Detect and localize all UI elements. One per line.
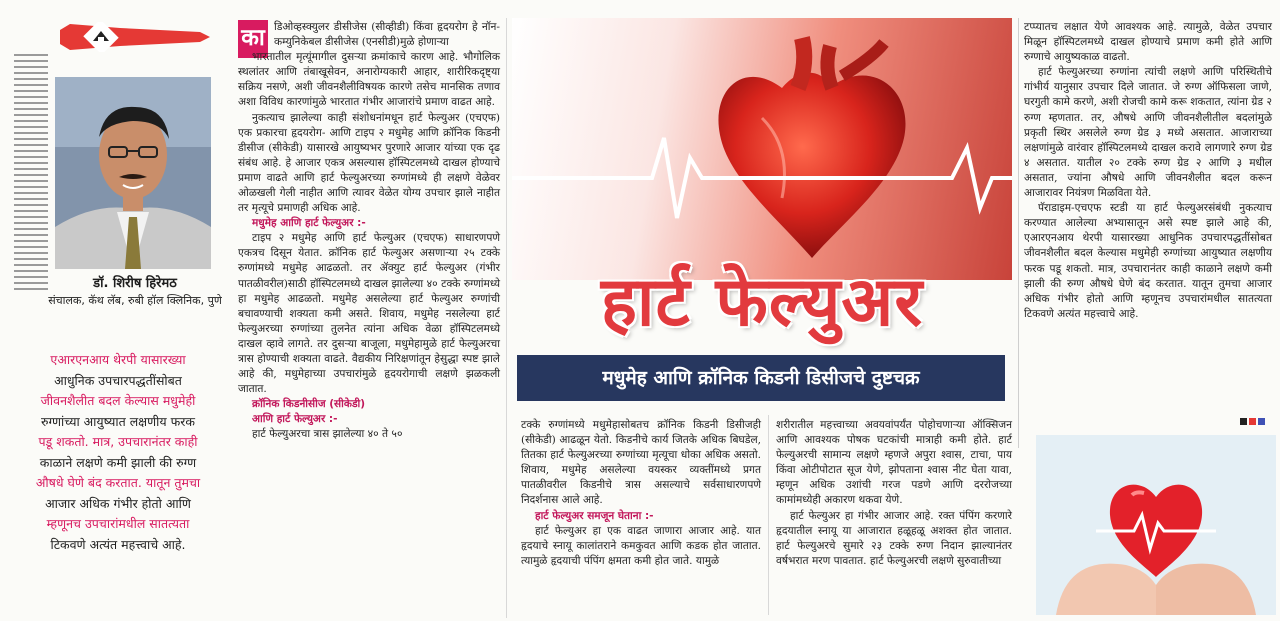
paragraph: हार्ट फेल्युअर हा गंभीर आजार आहे. रक्त पंपिंग करणारे हृदयातील स्नायू या आजारात हळूहळू अशक्त होत जातात. हार्ट फेल्युअरचे सुमारे २३ टक्के रुग्ण निदान झाल्यानंतर वर्षभरात मरण पावतात. हार्ट फेल्युअरची लक्षणे सुरुवातीच्या [776,509,1012,567]
paragraph: पॅराडाइम-एचएफ स्टडी या हार्ट फेल्युअरसंबंधी नुकत्याच करण्यात आलेल्या अभ्यासातून असे स्पष्ट झाले आहे की, एआरएनआय थेरपी यासारख्या आधुनिक उपचारपद्धतींसोबत जीवनशैलीत बदल केल्यास मधुमेही रुग्णांच्या आयुष्यात लक्षणीय फरक पडू शकतो. मात्र, उपचारानंतर काही काळाने लक्षणे कमी झाली की रुग्ण औषधे घेणे बंद करतात. यातून तुमचा आजार अधिक गंभीर होतो आणि म्हणूनच उपचारांमधील सातत्यता टिकवणे अत्यंत महत्त्वाचे आहे. [1024,202,1272,320]
pull-quote-line: पडू शकतो. मात्र, उपचारानंतर काही [38,434,198,449]
paragraph: हार्ट फेल्युअरचा त्रास झालेल्या ४० ते ५० [252,428,403,441]
subheading: आणि हार्ट फेल्युअर :- [252,413,338,426]
subheading: हार्ट फेल्युअर समजून घेताना :- [535,509,654,522]
author-name: डॉ. शिरीष हिरेमठ [93,276,177,291]
headline-subtitle: मधुमेह आणि क्रॉनिक किडनी डिसीजचे दुष्टचक्र [517,355,1005,401]
column-divider [1018,18,1019,448]
author-photo [55,77,211,269]
article-column-2 [521,418,761,569]
drop-cap: का [238,20,268,58]
pull-quote-line: काळाने लक्षणे कमी झाली की रुग्ण [39,454,197,470]
author-designation: संचालक, कॅथ लॅब, रुबी हॉल क्लिनिक, पुणे [48,294,222,307]
heart-illustration-icon [512,18,1012,280]
pull-quote-line: औषधे घेणे बंद करतात. यातून तुमचा [35,475,201,490]
article-column-1 [238,20,500,442]
article-column-4 [1024,20,1272,322]
pull-quote-line: आजार अधिक गंभीर होतो आणि [45,495,191,511]
decorative-stripes [14,54,48,294]
subheading: मधुमेह आणि हार्ट फेल्युअर :- [252,217,366,230]
subheading: क्रॉनिक किडनीसीज (सीकेडी) [252,398,366,411]
paragraph: भारतातील मृत्यूंमागील दुसऱ्या क्रमांकाचे कारण आहे. भौगोलिक स्थलांतर आणि तंबाखूसेवन, अनारोग्यकारी आहार, शारीरिकदृष्ट्या सक्रिय नसणे, अशी जीवनशैलीविषयक कारणे तसेच मानसिक तणाव अशा विविध कारणांमुळे भारतात गंभीर आजारांचे प्रमाण वाढत आहे. [238,51,500,109]
paragraph: हार्ट फेल्युअर हा एक वाढत जाणारा आजार आहे. यात हृदयाचे स्नायू कालांतराने कमकुवत आणि कडक होत जातात. त्यामुळे हृदयाची पंपिंग क्षमता कमी होत जाते. यामुळे [521,524,761,567]
column-divider [768,415,769,615]
pull-quote-line: रुग्णांच्या आयुष्यात लक्षणीय फरक [40,413,195,429]
heart-in-hands-icon [1036,435,1276,615]
article-column-3 [776,418,1012,569]
paragraph: शरीरातील महत्त्वाच्या अवयवांपर्यंत पोहोचणाऱ्या ऑक्सिजन आणि आवश्यक पोषक घटकांची मात्राही कमी होते. हार्ट फेल्युअरची सामान्य लक्षणे म्हणजे अपुरा श्वास, टाचा, पाय किंवा ओटीपोटात सूज येणे, झोपताना श्वास नीट घेता यावा, म्हणून अधिक उशांची गरज पडणे आणि दररोजच्या कामांमध्येही अकारण थकवा येणे. [776,419,1012,507]
paragraph: डिओव्हस्क्युलर डीसीजेस (सीव्हीडी) किंवा हृदयरोग हे नॉन-कम्युनिकेबल डीसीजेस (एनसीडी)मुळे होणाऱ्या [274,21,500,49]
paragraph: टाइप २ मधुमेह आणि हार्ट फेल्युअर (एचएफ) साधारणपणे एकत्रच दिसून येतात. क्रॉनिक हार्ट फेल्युअर असणाऱ्या २५ टक्के रुग्णांमध्ये मधुमेह आढळतो. तर ॲक्युट हार्ट फेल्युअर (गंभीर पातळीवरील)साठी हॉस्पिटलमध्ये दाखल झालेल्या ४० टक्के रुग्णांमध्ये हा मधुमेह आढळतो. मधुमेह असलेल्या हार्ट फेल्युअर रुग्णांची बचावण्याची शक्यता कमी असते. शिवाय, मधुमेह नसलेल्या हार्ट फेल्युअरच्या रुग्णांच्या तुलनेत त्यांना अधिक वेळा हॉस्पिटलमध्ये दाखल व्हावे लागते. तर दुसऱ्या बाजूला, मधुमेहामुळे हार्ट फेल्युअरचा त्रास होण्याची शक्यता वाढते. वैद्यकीय निरिक्षणांतून हेसुद्धा स्पष्ट झाले आहे की, मधुमेहाच्या उपचारांमुळे हृदयरोगाची लक्षणे झळकली जातात. [238,232,500,396]
pull-quote-line: टिकवणे अत्यंत महत्त्वाचे आहे. [50,536,186,552]
pull-quote-line: म्हणूनच उपचारांमधील सातत्यता [46,516,190,531]
pull-quote [18,350,218,555]
pull-quote-line: एआरएनआय थेरपी यासारख्या [50,352,186,367]
paragraph: हार्ट फेल्युअरच्या रुग्णांना त्यांची लक्षणे आणि परिस्थितीचे गांभीर्य यानुसार उपचार दिले जातात. जे रुग्ण ऑफिसला जाणे, घरगुती कामे करणे, अशी रोजची कामे करू शकतात, त्यांना ग्रेड २ रुग्ण म्हणतात. तर, औषधे आणि जीवनशैलीतील बदलांमुळे प्रकृती स्थिर असलेले रुग्ण ग्रेड ३ मध्ये असतात. आजाराच्या लक्षणांमुळे वारंवार हॉस्पिटलमध्ये दाखल करावे लागणारे रुग्ण ग्रेड ४ असतात. यातील २० टक्के रुग्ण ग्रेड २ आणि ३ मधील असतात, ज्यांना औषधे आणि जीवनशैलीत बदल करून आजारावर नियंत्रण मिळविता येते. [1024,66,1272,200]
pull-quote-line: जीवनशैलीत बदल केल्यास मधुमेही [40,393,196,408]
pull-quote-line: आधुनिक उपचारपद्धतींसोबत [54,372,182,388]
column-divider [506,18,507,618]
paragraph: नुकत्याच झालेल्या काही संशोधनांमधून हार्ट फेल्युअर (एचएफ) एक प्रकारचा हृदयरोग- आणि टाइप २ मधुमेह आणि क्रॉनिक किडनी डीसीज (सीकेडी) यासारखे आयुष्यभर पुरणारे आजार यांच्या एक दृढ संबंध आहे. हे आजार एकत्र असल्यास हॉस्पिटलमध्ये दाखल होण्याचे प्रमाण वाढते आणि हार्ट फेल्युअरच्या रुग्णांमध्ये ही लक्षणे वेळेवर ओळखली गेली नाहीत आणि त्यावर वेळेत योग्य उपचार झाले नाहीत तर मृत्यूचे प्रमाणही अधिक आहे. [238,111,500,215]
paragraph: टक्के रुग्णांमध्ये मधुमेहासोबतच क्रॉनिक किडनी डिसीजही (सीकेडी) आढळून येतो. किडनीचे कार्य जितके अधिक बिघडेल, तितका हार्ट फेल्युअरच्या रुग्णांच्या मृत्यूचा धोका अधिक असतो. शिवाय, मधुमेह असलेल्या वयस्कर व्यक्तींमध्ये प्रगत पातळीवरील किडनीचे त्रास असल्याचे सर्वसाधारणपणे निदर्शनास आले आहे. [521,419,761,507]
paragraph: टप्प्यातच लक्षात येणे आवश्यक आहे. त्यामुळे, वेळेत उपचार मिळून हॉस्पिटलमध्ये दाखल होण्याचे प्रमाण कमी होते आणि रुग्णाचे आयुष्यकाळ वाढतो. [1024,21,1272,64]
paper-logo-icon [60,22,210,52]
headline-title: हार्ट फेल्युअर [600,263,924,342]
end-mark-icon [1238,410,1274,418]
